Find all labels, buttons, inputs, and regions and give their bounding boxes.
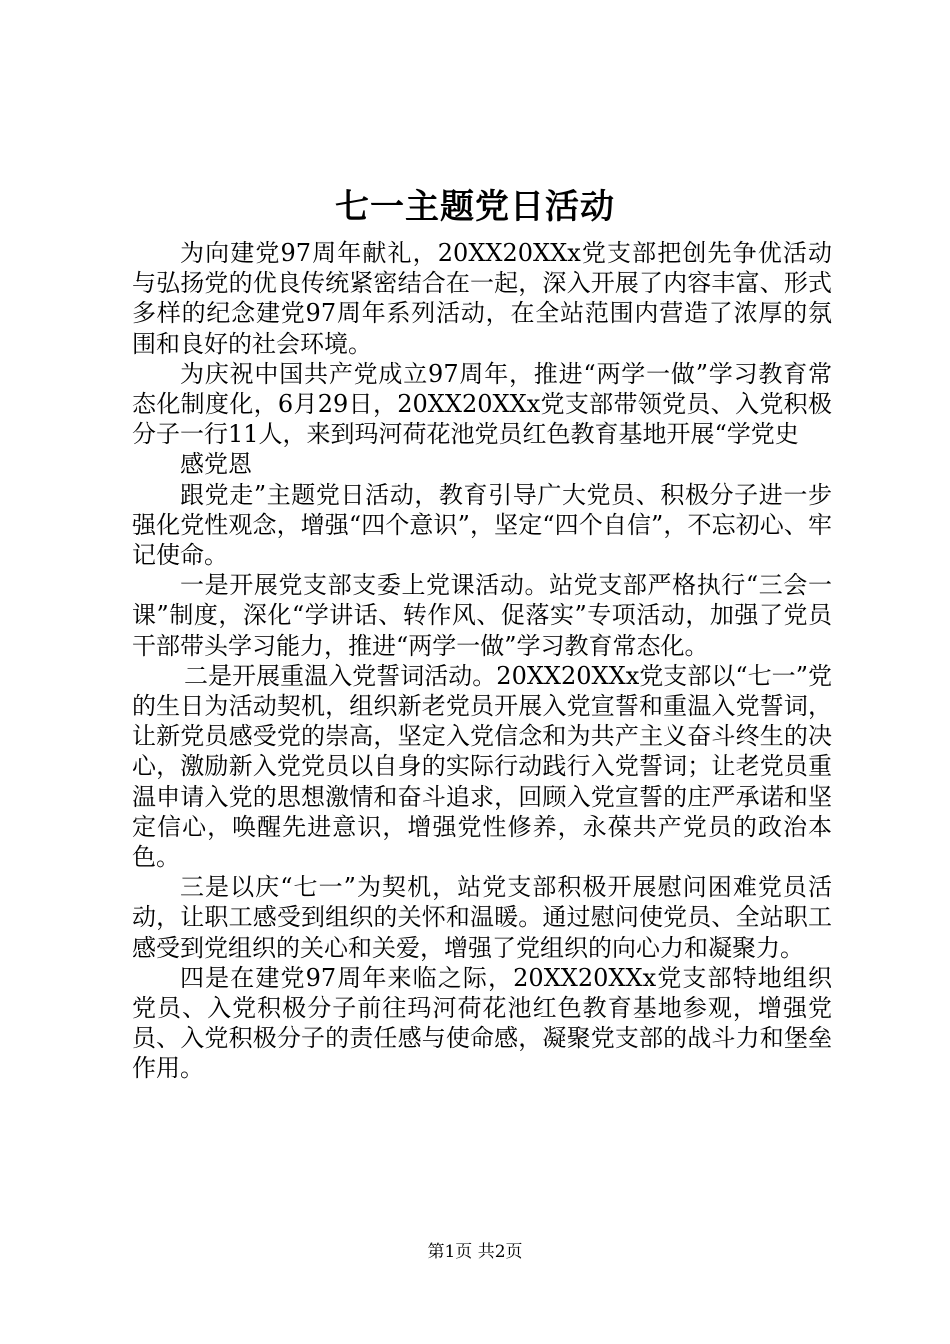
paragraph: 三是以庆“七一”为契机，站党支部积极开展慰问困难党员活动，让职工感受到组织的关怀和温暖。通过慰问使党员、全站职工感受到党组织的关心和关爱，增强了党组织的向心力和凝聚力。: [132, 873, 832, 962]
document-body: [132, 238, 832, 1084]
document-title: 七一主题党日活动: [335, 187, 615, 227]
paragraph: 四是在建党97周年来临之际，20XX20XXx党支部特地组织党员、入党积极分子前往玛河荷花池红色教育基地参观，增强党员、入党积极分子的责任感与使命感，凝聚党支部的战斗力和堡垒作用。: [132, 963, 832, 1083]
paragraph: 二是开展重温入党誓词活动。20XX20XXx党支部以“七一”党的生日为活动契机，组织新老党员开展入党宣誓和重温入党誓词，让新党员感受党的崇高，坚定入党信念和为共产主义奋斗终生的决心，激励新入党党员以自身的实际行动践行入党誓词；让老党员重温申请入党的思想激情和奋斗追求，回顾入党宣誓的庄严承诺和坚定信心，唤醒先进意识，增强党性修养，永葆共产党员的政治本色。: [132, 661, 832, 872]
paragraph: 一是开展党支部支委上党课活动。站党支部严格执行“三会一课”制度，深化“学讲话、转作风、促落实”专项活动，加强了党员干部带头学习能力，推进“两学一做”学习教育常态化。: [132, 571, 832, 660]
paragraph: 跟党走”主题党日活动，教育引导广大党员、积极分子进一步强化党性观念，增强“四个意识”，坚定“四个自信”，不忘初心、牢记使命。: [132, 480, 832, 570]
paragraph: 为向建党97周年献礼，20XX20XXx党支部把创先争优活动与弘扬党的优良传统紧密结合在一起，深入开展了内容丰富、形式多样的纪念建党97周年系列活动，在全站范围内营造了浓厚的氛围和良好的社会环境。: [132, 239, 832, 358]
page-number-footer: 第1页 共2页: [427, 1242, 523, 1262]
paragraph: 感党恩: [180, 450, 252, 479]
paragraph: 为庆祝中国共产党成立97周年，推进“两学一做”学习教育常态化制度化，6月29日，20XX20XXx党支部带领党员、入党积极分子一行11人，来到玛河荷花池党员红色教育基地开展“学党史: [132, 359, 832, 449]
